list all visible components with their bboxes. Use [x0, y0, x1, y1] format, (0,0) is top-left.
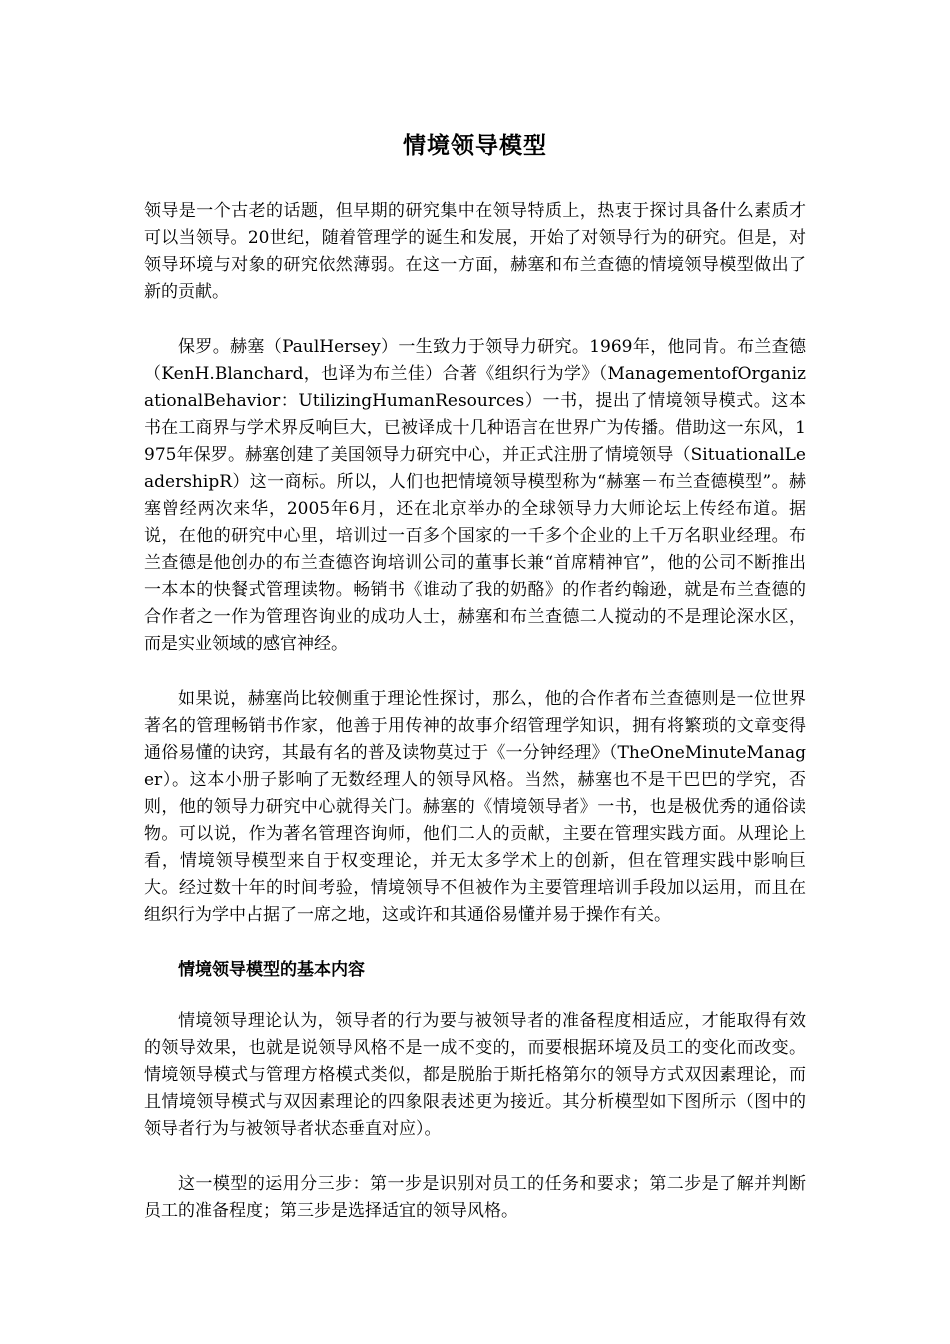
document-title: 情境领导模型 — [403, 132, 547, 159]
intro-paragraph: 领导是一个古老的话题，但早期的研究集中在领导特质上，热衷于探讨具备什么素质才可以当领导。20世纪，随着管理学的诞生和发展，开始了对领导行为的研究。但是，对领导环境与对象的研究依然薄弱。在这一方面，赫塞和布兰查德的情境领导模型做出了新的贡献。 — [144, 201, 806, 302]
hersey-paragraph: 保罗。赫塞（PaulHersey）一生致力于领导力研究。1969年，他同肯。布兰查德（KenH.Blanchard，也译为布兰佳）合著《组织行为学》（ManagementofOrganizationalBehavior：UtilizingHumanResources）一书，提出了情境领导模式。这本书在工商界与学术界反响巨大，已被译成十几种语言在世界广为传播。借助这一东风，1975年保罗。赫塞创建了美国领导力研究中心，并正式注册了情境领导（SituationalLeadershipR）这一商标。所以，人们也把情境领导模型称为“赫塞－布兰查德模型”。赫塞曾经两次来华，2005年6月，还在北京举办的全球领导力大师论坛上传经布道。据说，在他的研究中心里，培训过一百多个国家的一千多个企业的上千万名职业经理。布兰查德是他创办的布兰查德咨询培训公司的董事长兼“首席精神官”，他的公司不断推出一本本的快餐式管理读物。畅销书《谁动了我的奶酪》的作者约翰逊，就是布兰查德的合作者之一作为管理咨询业的成功人士，赫塞和布兰查德二人搅动的不是理论深水区，而是实业领域的感官神经。 — [144, 337, 806, 654]
section-heading: 情境领导模型的基本内容 — [178, 960, 365, 980]
steps-paragraph: 这一模型的运用分三步：第一步是识别对员工的任务和要求；第二步是了解并判断员工的准备程度；第三步是选择适宜的领导风格。 — [144, 1174, 806, 1221]
theory-paragraph: 情境领导理论认为，领导者的行为要与被领导者的准备程度相适应，才能取得有效的领导效果，也就是说领导风格不是一成不变的，而要根据环境及员工的变化而改变。情境领导模式与管理方格模式类似，都是脱胎于斯托格第尔的领导方式双因素理论，而且情境领导模式与双因素理论的四象限表述更为接近。其分析模型如下图所示（图中的领导者行为与被领导者状态垂直对应）。 — [144, 1011, 806, 1139]
blanchard-paragraph: 如果说，赫塞尚比较侧重于理论性探讨，那么，他的合作者布兰查德则是一位世界著名的管理畅销书作家，他善于用传神的故事介绍管理学知识，拥有将繁琐的文章变得通俗易懂的诀窍，其最有名的普及读物莫过于《一分钟经理》（TheOneMinuteManager）。这本小册子影响了无数经理人的领导风格。当然，赫塞也不是干巴巴的学究，否则，他的领导力研究中心就得关门。赫塞的《情境领导者》一书，也是极优秀的通俗读物。可以说，作为著名管理咨询师，他们二人的贡献，主要在管理实践方面。从理论上看，情境领导模型来自于权变理论，并无太多学术上的创新，但在管理实践中影响巨大。经过数十年的时间考验，情境领导不但被作为主要管理培训手段加以运用，而且在组织行为学中占据了一席之地，这或许和其通俗易懂并易于操作有关。 — [144, 689, 806, 925]
document-page — [144, 128, 806, 1253]
